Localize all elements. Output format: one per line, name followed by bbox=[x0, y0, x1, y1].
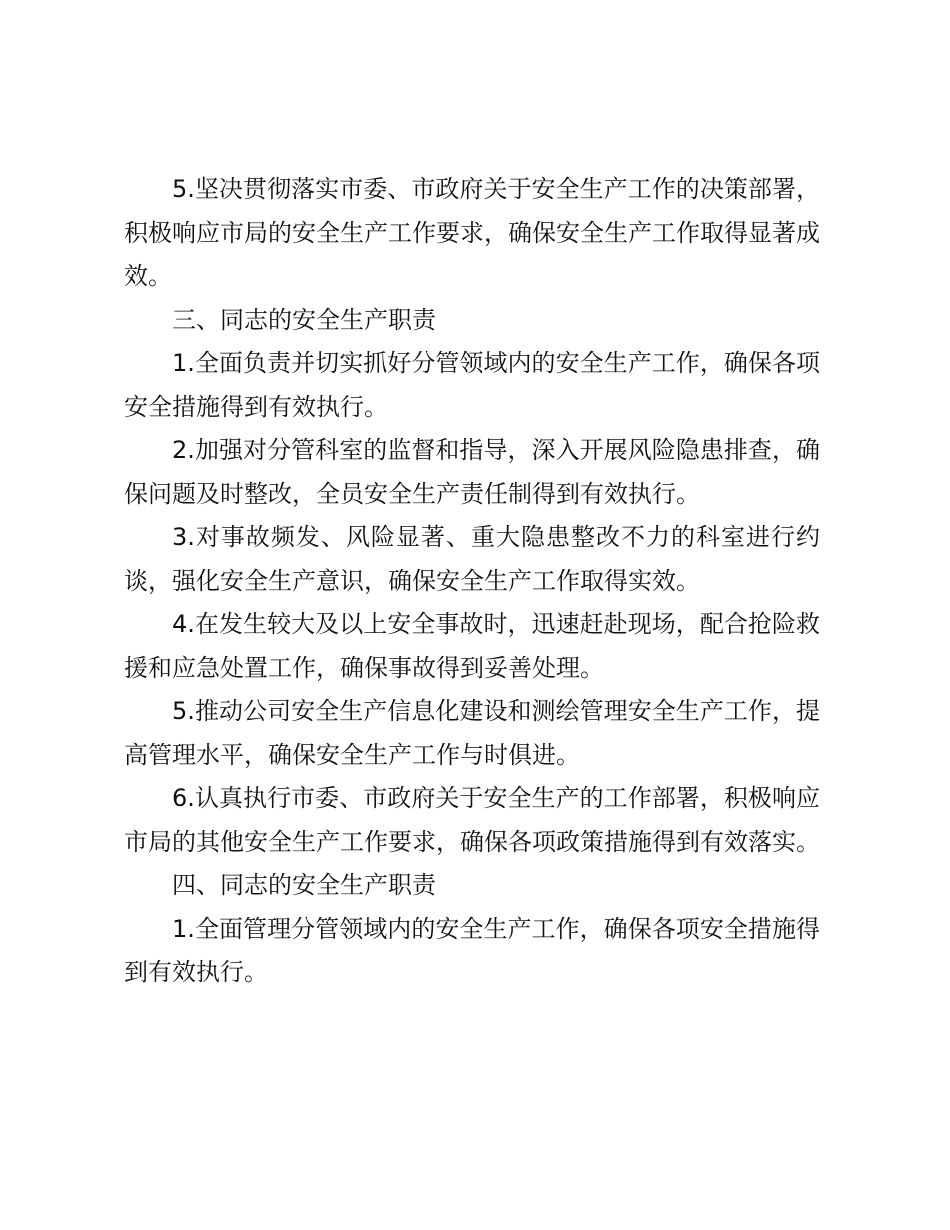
document-body bbox=[124, 168, 820, 995]
paragraph-item-5-informatization: 5.推动公司安全生产信息化建设和测绘管理安全生产工作，提高管理水平，确保安全生产工作与时俱进。 bbox=[124, 697, 820, 769]
paragraph-item-2-supervision: 2.加强对分管科室的监督和指导，深入开展风险隐患排查，确保问题及时整改，全员安全生产责任制得到有效执行。 bbox=[124, 436, 820, 508]
paragraph-item-5-decision: 5.坚决贯彻落实市委、市政府关于安全生产工作的决策部署，积极响应市局的安全生产工作要求，确保安全生产工作取得显著成效。 bbox=[124, 175, 820, 290]
paragraph-item-1-management: 1.全面管理分管领域内的安全生产工作，确保各项安全措施得到有效执行。 bbox=[124, 914, 820, 986]
paragraph-item-4-emergency: 4.在发生较大及以上安全事故时，迅速赶赴现场，配合抢险救援和应急处置工作，确保事故得到妥善处理。 bbox=[124, 610, 820, 682]
section-heading-4: 四、同志的安全生产职责 bbox=[172, 871, 436, 899]
paragraph-item-3-interview: 3.对事故频发、风险显著、重大隐患整改不力的科室进行约谈，强化安全生产意识，确保安全生产工作取得实效。 bbox=[124, 523, 820, 595]
section-heading-3: 三、同志的安全生产职责 bbox=[172, 305, 436, 334]
paragraph-item-1-responsibility: 1.全面负责并切实抓好分管领域内的安全生产工作，确保各项安全措施得到有效执行。 bbox=[124, 349, 820, 421]
paragraph-item-6-execution: 6.认真执行市委、市政府关于安全生产的工作部署，积极响应市局的其他安全生产工作要求，确保各项政策措施得到有效落实。 bbox=[124, 784, 820, 856]
